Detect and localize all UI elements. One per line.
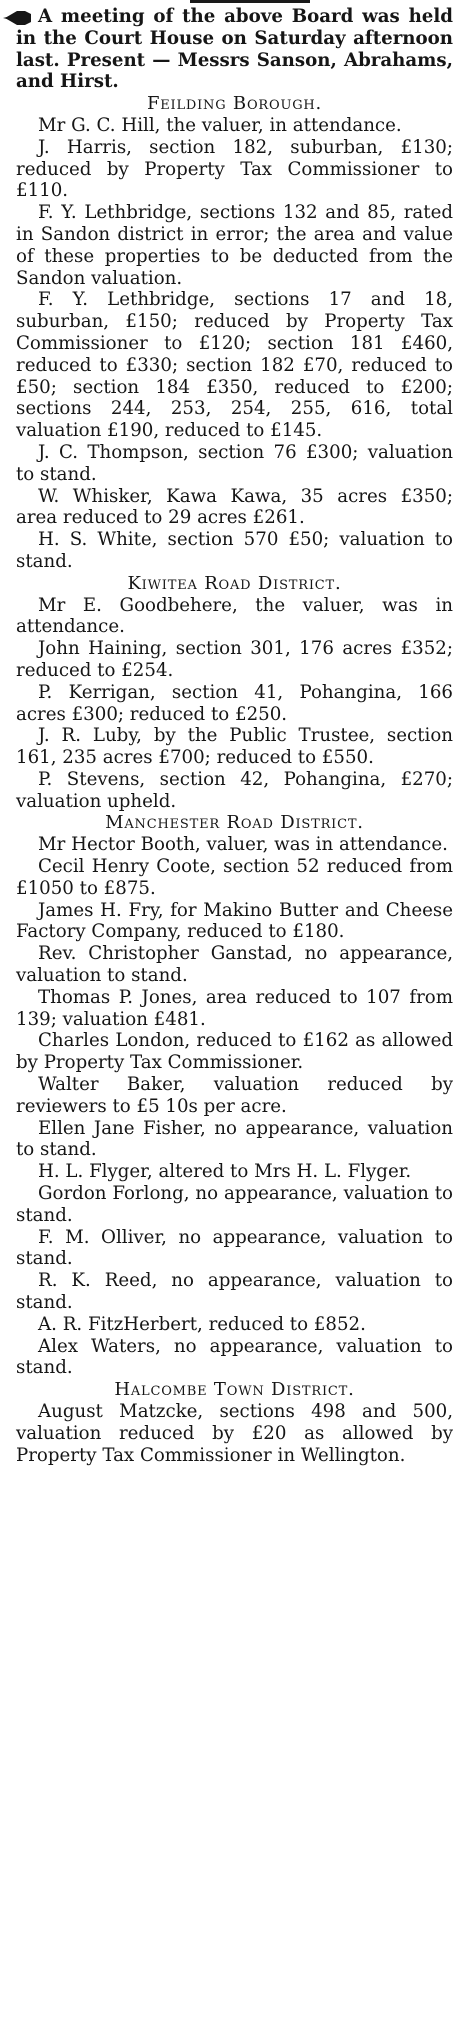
valuation-entry: Rev. Christopher Ganstad, no appearance, valuation to stand. (16, 943, 453, 987)
valuation-entry: Mr E. Goodbehere, the valuer, was in attendance. (16, 594, 453, 638)
district-heading: Kiwitea Road District. (127, 572, 342, 594)
district-heading: Manchester Road District. (105, 812, 364, 834)
valuation-entry: Mr G. C. Hill, the valuer, in attendance. (38, 114, 402, 136)
district-heading: Halcombe Town District. (114, 1379, 355, 1401)
valuation-entry: R. K. Reed, no appearance, valuation to stand. (16, 1270, 453, 1314)
valuation-entry: P. Stevens, section 42, Pohangina, £270; valuation upheld. (16, 768, 453, 812)
valuation-entry: John Haining, section 301, 176 acres £352; reduced to £254. (16, 638, 453, 681)
valuation-entry: F. Y. Lethbridge, sections 17 and 18, suburban, £150; reduced by Property Tax Commissioner to £120; section 181 £460, reduced to £330; section 182 £70, reduced to £50; section 184 £350, reduced to £200; sections 244, 253, 254, 255, 616, total valuation £190, reduced to £145. (16, 289, 453, 442)
valuation-entry: James H. Fry, for Makino Butter and Cheese Factory Company, reduced to £180. (16, 899, 453, 943)
valuation-entry: P. Kerrigan, section 41, Pohangina, 166 acres £300; reduced to £250. (16, 681, 453, 725)
valuation-entry: Charles London, reduced to £162 as allowed by Property Tax Commissioner. (16, 1030, 453, 1074)
valuation-entry: F. Y. Lethbridge, sections 132 and 85, rated in Sandon district in error; the area and value of these properties to be deducted from the Sandon valuation. (16, 202, 453, 289)
valuation-entry: J. Harris, section 182, suburban, £130; reduced by Property Tax Commissioner to £110. (16, 136, 453, 202)
valuation-entry: J. R. Luby, by the Public Trustee, section 161, 235 acres £700; reduced to £550. (16, 725, 453, 769)
valuation-entry: H. L. Flyger, altered to Mrs H. L. Flyger. (38, 1161, 412, 1183)
valuation-entry: August Matzcke, sections 498 and 500, valuation reduced by £20 as allowed by Property Tax Commissioner in Wellington. (16, 1401, 453, 1466)
valuation-entry: Ellen Jane Fisher, no appearance, valuation to stand. (16, 1117, 453, 1161)
valuation-entry: Thomas P. Jones, area reduced to 107 from 139; valuation £481. (16, 986, 453, 1030)
valuation-entry: Alex Waters, no appearance, valuation to stand. (16, 1335, 453, 1379)
valuation-entry: H. S. White, section 570 £50; valuation to stand. (16, 529, 453, 572)
valuation-entry: J. C. Thompson, section 76 £300; valuation to stand. (16, 441, 453, 485)
intro-paragraph: A meeting of the above Board was held in the Court House on Saturday afternoon last. Present — Messrs Sanson, Abrahams, and Hirst. (16, 6, 453, 93)
valuation-entry: A. R. FitzHerbert, reduced to £852. (38, 1313, 366, 1335)
district-heading: Feilding Borough. (146, 93, 323, 115)
valuation-entry: Mr Hector Booth, valuer, was in attendance. (38, 834, 448, 856)
valuation-entry: Walter Baker, valuation reduced by reviewers to £5 10s per acre. (16, 1074, 453, 1117)
valuation-entry: Gordon Forlong, no appearance, valuation to stand. (16, 1183, 453, 1226)
valuation-entry: F. M. Olliver, no appearance, valuation to stand. (16, 1226, 453, 1270)
valuation-entry: W. Whisker, Kawa Kawa, 35 acres £350; area reduced to 29 acres £261. (16, 485, 453, 529)
valuation-entry: Cecil Henry Coote, section 52 reduced from £1050 to £875. (16, 856, 453, 899)
